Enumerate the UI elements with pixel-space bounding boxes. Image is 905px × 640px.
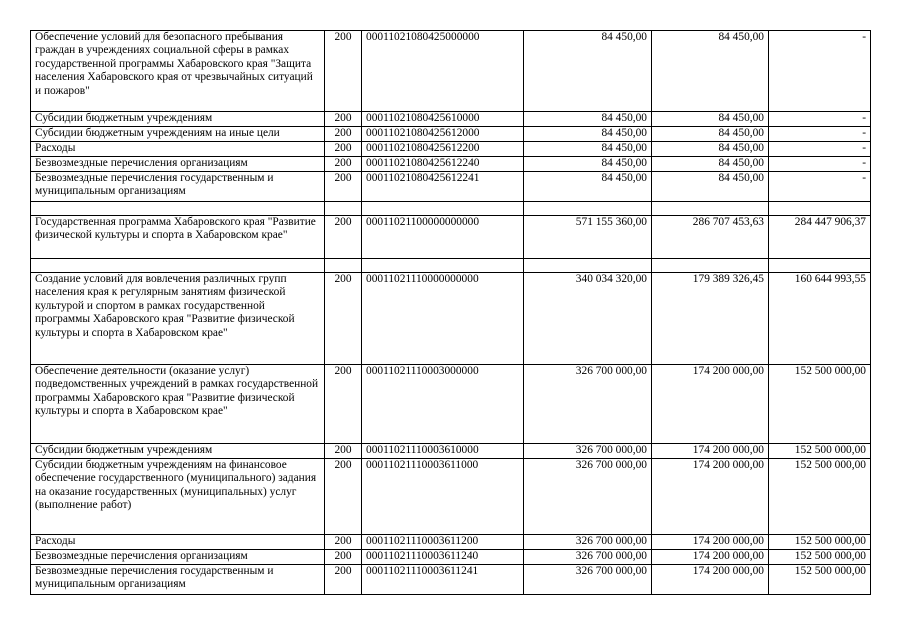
remainder-amount-cell: 152 500 000,00 bbox=[769, 365, 871, 444]
spacer-cell bbox=[769, 259, 871, 273]
approved-amount-cell: 326 700 000,00 bbox=[524, 565, 652, 595]
spacer-cell bbox=[325, 259, 362, 273]
executed-amount-cell: 84 450,00 bbox=[652, 142, 769, 157]
expense-name-cell: Безвозмездные перечисления организациям bbox=[31, 550, 325, 565]
admin-code-cell: 200 bbox=[325, 459, 362, 535]
budget-classification-code-cell: 00011021080425612241 bbox=[362, 172, 524, 202]
remainder-amount-cell: - bbox=[769, 172, 871, 202]
executed-amount-cell: 84 450,00 bbox=[652, 127, 769, 142]
expense-name-cell: Расходы bbox=[31, 142, 325, 157]
executed-amount-cell: 84 450,00 bbox=[652, 172, 769, 202]
spacer-cell bbox=[31, 259, 325, 273]
approved-amount-cell: 326 700 000,00 bbox=[524, 365, 652, 444]
table-row bbox=[31, 112, 871, 127]
table-row bbox=[31, 565, 871, 595]
budget-classification-code-cell: 00011021080425610000 bbox=[362, 112, 524, 127]
budget-classification-code-cell: 00011021110003611240 bbox=[362, 550, 524, 565]
remainder-amount-cell: - bbox=[769, 127, 871, 142]
executed-amount-cell: 84 450,00 bbox=[652, 112, 769, 127]
admin-code-cell: 200 bbox=[325, 273, 362, 365]
executed-amount-cell: 286 707 453,63 bbox=[652, 216, 769, 259]
admin-code-cell: 200 bbox=[325, 535, 362, 550]
expense-name-cell: Субсидии бюджетным учреждениям на иные цели bbox=[31, 127, 325, 142]
remainder-amount-cell: - bbox=[769, 31, 871, 112]
spacer-cell bbox=[652, 202, 769, 216]
expense-name-cell: Субсидии бюджетным учреждениям bbox=[31, 112, 325, 127]
budget-classification-code-cell: 00011021110003611200 bbox=[362, 535, 524, 550]
budget-classification-code-cell: 00011021110003000000 bbox=[362, 365, 524, 444]
expense-name-cell: Обеспечение условий для безопасного пребывания граждан в учреждениях социальной сферы в рамках государственной программы Хабаровского края "Защита населения Хабаровского края от чрезвычайных ситуаций и пожаров" bbox=[31, 31, 325, 112]
remainder-amount-cell: 160 644 993,55 bbox=[769, 273, 871, 365]
table-row bbox=[31, 535, 871, 550]
admin-code-cell: 200 bbox=[325, 565, 362, 595]
spacer-cell bbox=[524, 202, 652, 216]
executed-amount-cell: 174 200 000,00 bbox=[652, 535, 769, 550]
executed-amount-cell: 174 200 000,00 bbox=[652, 459, 769, 535]
spacer-cell bbox=[362, 202, 524, 216]
remainder-amount-cell: 152 500 000,00 bbox=[769, 550, 871, 565]
remainder-amount-cell: 152 500 000,00 bbox=[769, 565, 871, 595]
admin-code-cell: 200 bbox=[325, 365, 362, 444]
budget-classification-code-cell: 00011021080425612200 bbox=[362, 142, 524, 157]
approved-amount-cell: 326 700 000,00 bbox=[524, 550, 652, 565]
approved-amount-cell: 84 450,00 bbox=[524, 127, 652, 142]
spacer-row bbox=[31, 202, 871, 216]
table-row bbox=[31, 273, 871, 365]
remainder-amount-cell: - bbox=[769, 112, 871, 127]
budget-classification-code-cell: 00011021100000000000 bbox=[362, 216, 524, 259]
admin-code-cell: 200 bbox=[325, 216, 362, 259]
table-row bbox=[31, 216, 871, 259]
expense-name-cell: Безвозмездные перечисления организациям bbox=[31, 157, 325, 172]
spacer-cell bbox=[362, 259, 524, 273]
expense-name-cell: Создание условий для вовлечения различных групп населения края к регулярным занятиям физической культурой и спортом в рамках государственной программы Хабаровского края "Развитие физической культуры и спорта в Хабаровском крае" bbox=[31, 273, 325, 365]
expense-name-cell: Безвозмездные перечисления государственным и муниципальным организациям bbox=[31, 565, 325, 595]
expense-name-cell: Обеспечение деятельности (оказание услуг) подведомственных учреждений в рамках государственной программы Хабаровского края "Развитие физической культуры и спорта в Хабаровском крае" bbox=[31, 365, 325, 444]
admin-code-cell: 200 bbox=[325, 444, 362, 459]
approved-amount-cell: 326 700 000,00 bbox=[524, 444, 652, 459]
spacer-cell bbox=[652, 259, 769, 273]
expense-name-cell: Расходы bbox=[31, 535, 325, 550]
admin-code-cell: 200 bbox=[325, 112, 362, 127]
table-row bbox=[31, 444, 871, 459]
table-row bbox=[31, 142, 871, 157]
table-row bbox=[31, 550, 871, 565]
spacer-cell bbox=[524, 259, 652, 273]
table-row bbox=[31, 172, 871, 202]
spacer-cell bbox=[325, 202, 362, 216]
executed-amount-cell: 174 200 000,00 bbox=[652, 565, 769, 595]
executed-amount-cell: 179 389 326,45 bbox=[652, 273, 769, 365]
remainder-amount-cell: 284 447 906,37 bbox=[769, 216, 871, 259]
table-row bbox=[31, 365, 871, 444]
executed-amount-cell: 174 200 000,00 bbox=[652, 365, 769, 444]
approved-amount-cell: 340 034 320,00 bbox=[524, 273, 652, 365]
approved-amount-cell: 84 450,00 bbox=[524, 142, 652, 157]
admin-code-cell: 200 bbox=[325, 142, 362, 157]
approved-amount-cell: 84 450,00 bbox=[524, 112, 652, 127]
budget-classification-code-cell: 00011021110003610000 bbox=[362, 444, 524, 459]
budget-classification-code-cell: 00011021110003611000 bbox=[362, 459, 524, 535]
budget-classification-code-cell: 00011021110000000000 bbox=[362, 273, 524, 365]
admin-code-cell: 200 bbox=[325, 157, 362, 172]
executed-amount-cell: 174 200 000,00 bbox=[652, 550, 769, 565]
approved-amount-cell: 84 450,00 bbox=[524, 31, 652, 112]
approved-amount-cell: 326 700 000,00 bbox=[524, 459, 652, 535]
budget-expenditure-table bbox=[30, 30, 871, 595]
expense-name-cell: Государственная программа Хабаровского края "Развитие физической культуры и спорта в Хабаровском крае" bbox=[31, 216, 325, 259]
admin-code-cell: 200 bbox=[325, 172, 362, 202]
remainder-amount-cell: 152 500 000,00 bbox=[769, 459, 871, 535]
budget-classification-code-cell: 00011021080425000000 bbox=[362, 31, 524, 112]
executed-amount-cell: 84 450,00 bbox=[652, 31, 769, 112]
admin-code-cell: 200 bbox=[325, 31, 362, 112]
budget-classification-code-cell: 00011021080425612000 bbox=[362, 127, 524, 142]
table-row bbox=[31, 31, 871, 112]
approved-amount-cell: 571 155 360,00 bbox=[524, 216, 652, 259]
approved-amount-cell: 84 450,00 bbox=[524, 172, 652, 202]
admin-code-cell: 200 bbox=[325, 550, 362, 565]
spacer-cell bbox=[769, 202, 871, 216]
expense-name-cell: Субсидии бюджетным учреждениям bbox=[31, 444, 325, 459]
budget-classification-code-cell: 00011021110003611241 bbox=[362, 565, 524, 595]
spacer-row bbox=[31, 259, 871, 273]
executed-amount-cell: 84 450,00 bbox=[652, 157, 769, 172]
remainder-amount-cell: - bbox=[769, 142, 871, 157]
remainder-amount-cell: - bbox=[769, 157, 871, 172]
expense-name-cell: Субсидии бюджетным учреждениям на финансовое обеспечение государственного (муниципального) задания на оказание государственных (муниципальных) услуг (выполнение работ) bbox=[31, 459, 325, 535]
approved-amount-cell: 326 700 000,00 bbox=[524, 535, 652, 550]
budget-classification-code-cell: 00011021080425612240 bbox=[362, 157, 524, 172]
remainder-amount-cell: 152 500 000,00 bbox=[769, 535, 871, 550]
remainder-amount-cell: 152 500 000,00 bbox=[769, 444, 871, 459]
approved-amount-cell: 84 450,00 bbox=[524, 157, 652, 172]
table-row bbox=[31, 459, 871, 535]
admin-code-cell: 200 bbox=[325, 127, 362, 142]
spacer-cell bbox=[31, 202, 325, 216]
executed-amount-cell: 174 200 000,00 bbox=[652, 444, 769, 459]
budget-report-page bbox=[30, 30, 870, 595]
table-row bbox=[31, 127, 871, 142]
expense-name-cell: Безвозмездные перечисления государственным и муниципальным организациям bbox=[31, 172, 325, 202]
table-row bbox=[31, 157, 871, 172]
